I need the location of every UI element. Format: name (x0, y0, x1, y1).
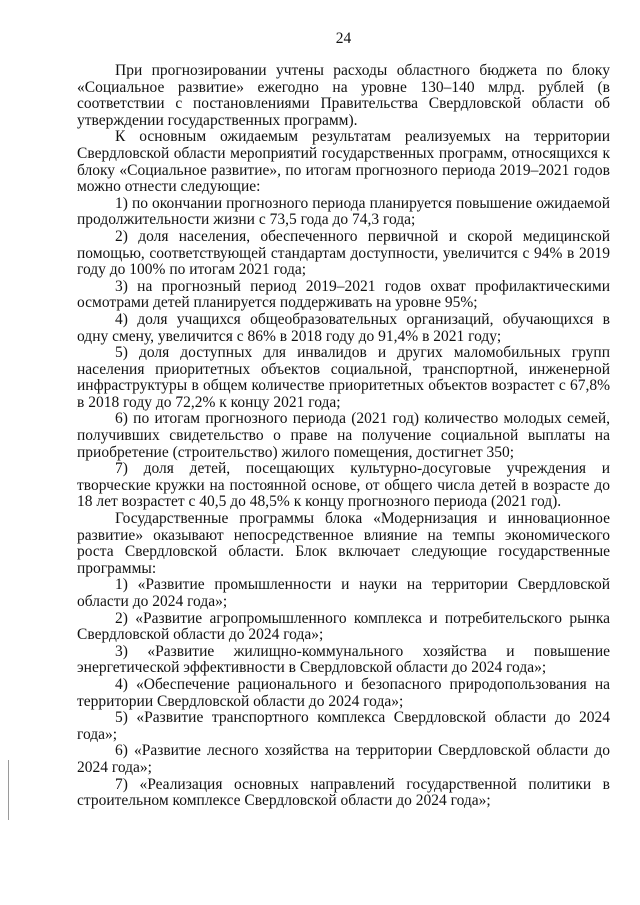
list-item-program-5: 5) «Развитие транспортного комплекса Свердловской области до 2024 года»; (77, 709, 610, 743)
list-item-program-1: 1) «Развитие промышленности и науки на территории Свердловской области до 2024 года»; (77, 576, 610, 610)
scan-artifact-left (8, 760, 9, 820)
list-item-program-4: 4) «Обеспечение рационального и безопасного природопользования на территории Свердловской области до 2024 года»; (77, 675, 610, 710)
list-item-social-5: 5) доля доступных для инвалидов и других маломобильных групп населения приоритетных объектов социальной, транспортной, инженерной инфраструктуры в общем количестве приоритетных объектов возрастет с 67,8% в 2018 году до 72,2% к концу 2021 года; (77, 344, 610, 411)
list-item-social-6: 6) по итогам прогнозного периода (2021 год) количество молодых семей, получивших свидетельство о праве на получение социальной выплаты на приобретение (строительство) жилого помещения, достигнет 350; (77, 410, 610, 461)
list-item-social-7: 7) доля детей, посещающих культурно-досуговые учреждения и творческие кружки на постоянной основе, от общего числа детей в возрасте до 18 лет возрастет с 40,5 до 48,5% к концу прогнозного периода (2021 год). (77, 460, 610, 511)
list-item-social-3: 3) на прогнозный период 2019–2021 годов охват профилактическими осмотрами детей планируется поддерживать на уровне 95%; (77, 277, 610, 312)
list-item-social-2: 2) доля населения, обеспеченного первичной и скорой медицинской помощью, соответствующей стандартам доступности, увеличится с 94% в 2019 году до 100% по итогам 2021 года; (77, 227, 610, 279)
list-item-program-6: 6) «Развитие лесного хозяйства на территории Свердловской области до 2024 года»; (77, 742, 610, 776)
list-item-program-3: 3) «Развитие жилищно-коммунального хозяйства и повышение энергетической эффективности в Свердловской области до 2024 года»; (77, 642, 610, 677)
page-number: 24 (335, 30, 352, 47)
list-item-program-7: 7) «Реализация основных направлений государственной политики в строительном комплексе Свердловской области до 2024 года»; (77, 775, 610, 810)
paragraph-modernization-intro: Государственные программы блока «Модернизация и инновационное развитие» оказывают непосредственное влияние на темпы экономического роста Свердловской области. Блок включает следующие государственные программы: (77, 510, 610, 577)
list-item-social-1: 1) по окончании прогнозного периода планируется повышение ожидаемой продолжительности жизни с 73,5 года до 74,3 года; (77, 194, 610, 229)
list-item-social-4: 4) доля учащихся общеобразовательных организаций, обучающихся в одну смену, увеличится с 86% в 2018 году до 91,4% в 2021 году; (77, 310, 610, 345)
paragraph-budget-forecast: При прогнозировании учтены расходы областного бюджета по блоку «Социальное развитие» ежегодно на уровне 130–140 млрд. рублей (в соответствии с постановлениями Правительства Свердловской области об утверждении государственных программ). (77, 62, 610, 129)
paragraph-social-results-intro: К основным ожидаемым результатам реализуемых на территории Свердловской области мероприятий государственных программ, относящихся к блоку «Социальное развитие», по итогам прогнозного периода 2019–2021 годов можно отнести следующие: (77, 128, 610, 196)
document-page (77, 30, 610, 810)
list-item-program-2: 2) «Развитие агропромышленного комплекса и потребительского рынка Свердловской области до 2024 года»; (77, 609, 610, 644)
